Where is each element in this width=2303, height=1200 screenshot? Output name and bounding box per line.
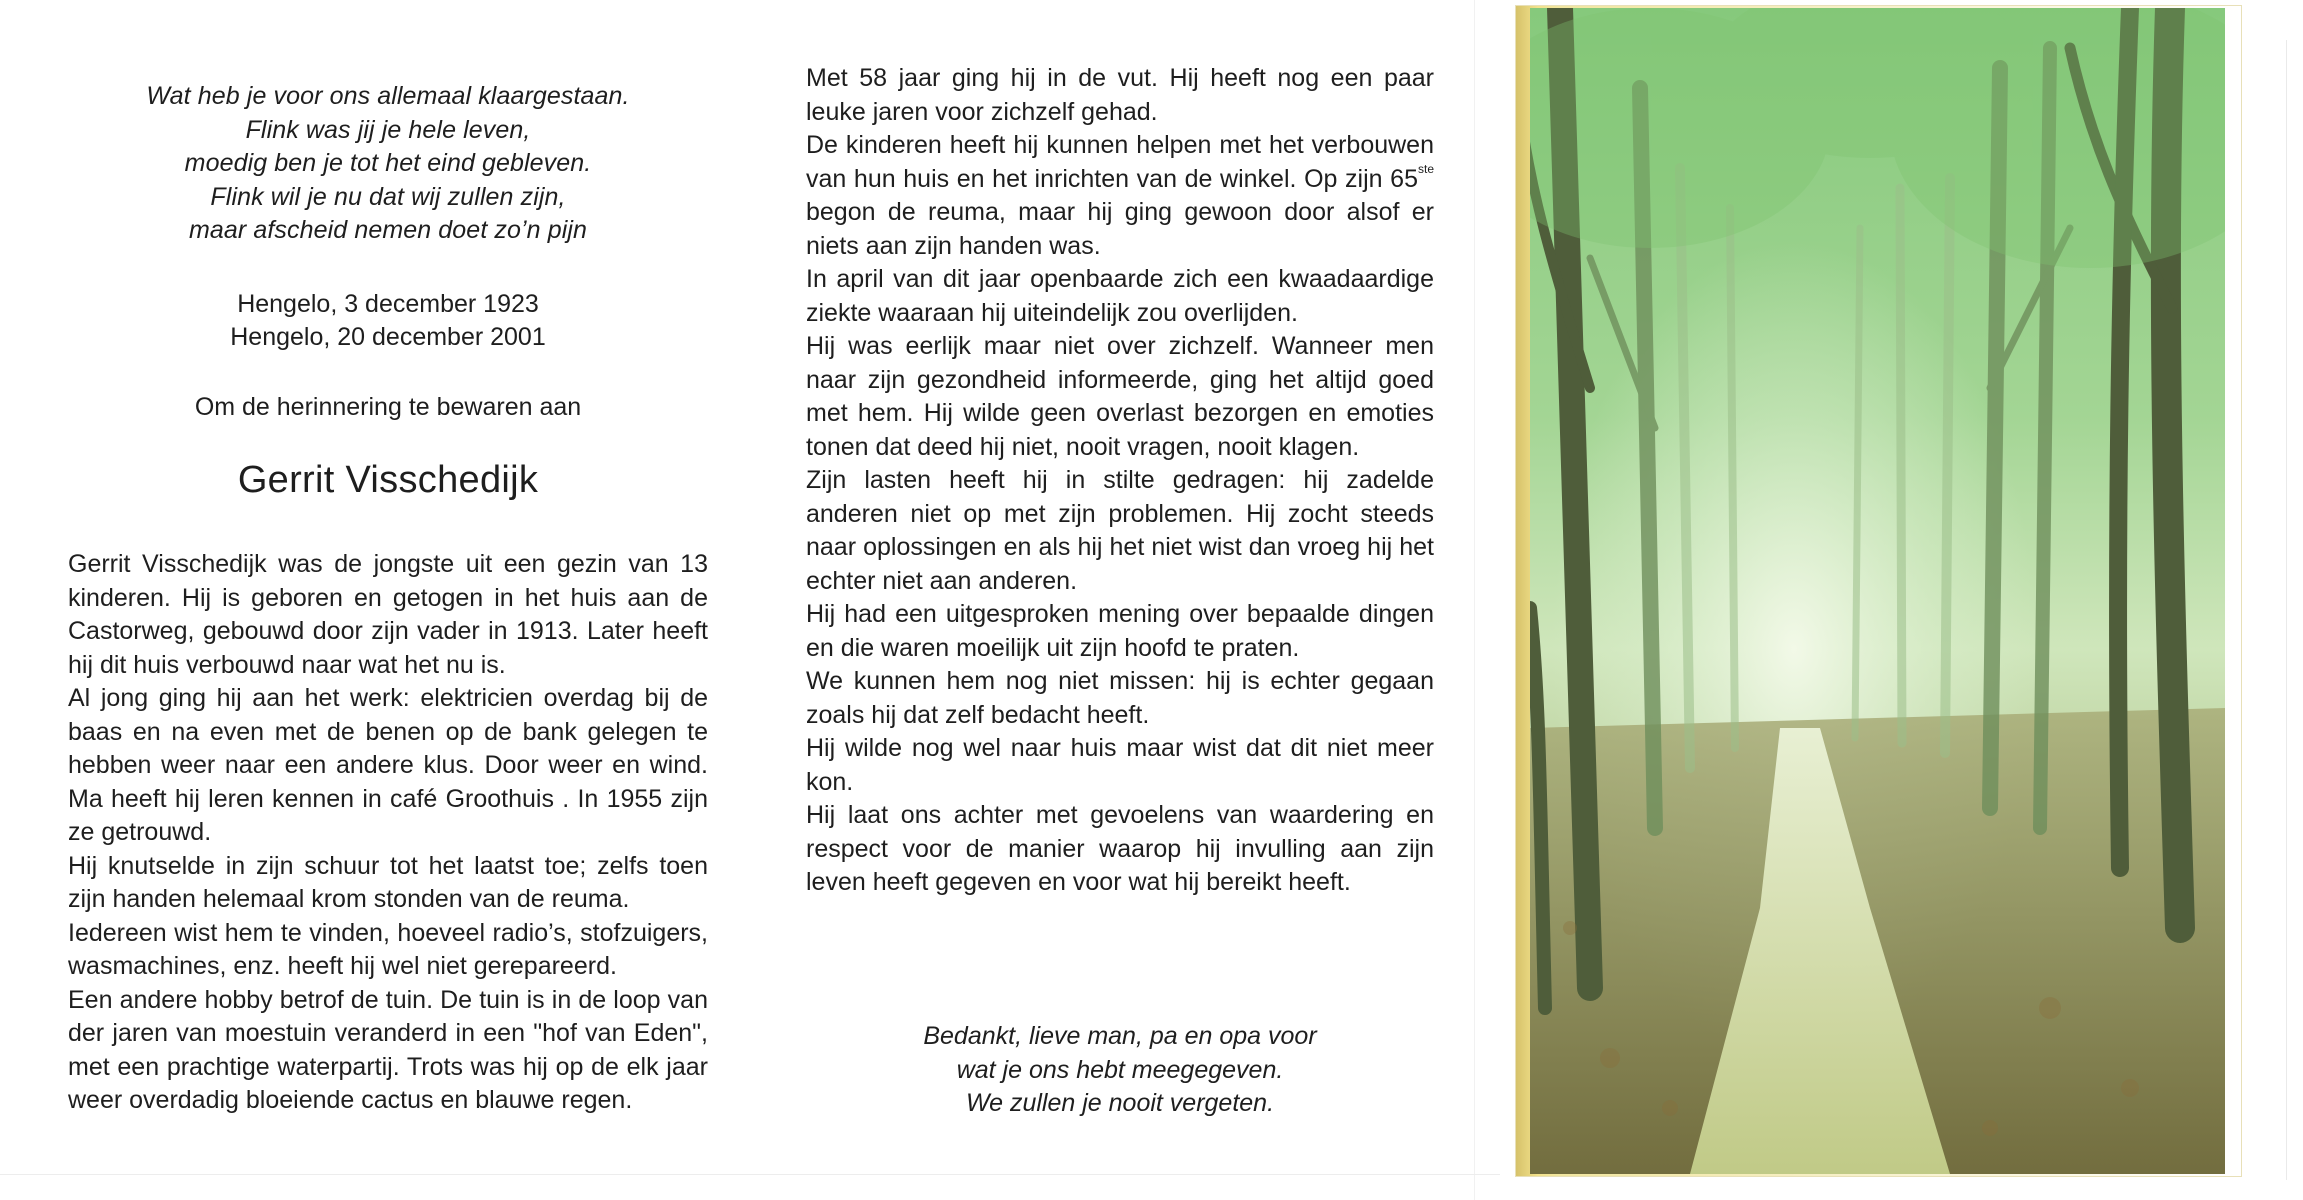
thanks-line: We zullen je nooit vergeten. — [965, 1089, 1275, 1117]
scan-edge-right — [2286, 40, 2287, 1180]
story-text: begon de reuma, maar hij ging gewoon door alsof er niets aan zijn handen was. — [806, 198, 1434, 260]
closing-thanks — [806, 1020, 1434, 1121]
life-dates — [68, 288, 708, 355]
thanks-line: Bedankt, lieve man, pa en opa voor — [923, 1022, 1317, 1050]
bio-paragraph: Een andere hobby betrof de tuin. De tuin is in de loop van der jaren van moestuin veranderd in een "hof van Eden", met een prachtige waterpartij. Trots was hij op de elk jaar weer overdadig bloeiende cactus en blauwe regen. — [68, 985, 708, 1114]
story-paragraph: Zijn lasten heeft hij in stilte gedragen: hij zadelde anderen niet op met zijn problemen. Hij zocht steeds naar oplossingen en als hij het niet wist dan vroeg hij het echter niet aan anderen. — [806, 466, 1434, 595]
bio-paragraph: Al jong ging hij aan het werk: elektricien overdag bij de baas en na even met de benen op de bank gelegen te hebben weer naar een andere klus. Door weer en wind. Ma heeft hij leren kennen in café Groothuis . In 1955 zijn ze getrouwd. — [68, 684, 708, 846]
story-paragraph: Hij wilde nog wel naar huis maar wist dat dit niet meer kon. — [806, 734, 1434, 796]
forest-illustration — [1530, 8, 2225, 1174]
story-text: De kinderen heeft hij kunnen helpen met het verbouwen van hun huis en het inrichten van de winkel. Op zijn 65 — [806, 131, 1434, 193]
ordinal-suffix: ste — [1417, 161, 1434, 176]
bio-paragraph: Hij knutselde in zijn schuur tot het laatst toe; zelfs toen zijn handen helemaal krom stonden van de reuma. — [68, 851, 708, 913]
deceased-name: Gerrit Visschedijk — [237, 459, 539, 501]
death-date: Hengelo, 20 december 2001 — [230, 323, 546, 351]
story-paragraph: Hij had een uitgesproken mening over bepaalde dingen en die waren moeilijk uit zijn hoofd te praten. — [806, 600, 1434, 662]
poem — [68, 80, 708, 248]
fold-line — [1474, 0, 1475, 1200]
poem-line: maar afscheid nemen doet zo’n pijn — [188, 216, 588, 244]
story-paragraph: Met 58 jaar ging hij in de vut. Hij heeft nog een paar leuke jaren voor zichzelf gehad. — [806, 64, 1434, 126]
poem-line: Wat heb je voor ons allemaal klaargestaan. — [146, 82, 630, 110]
scan-edge — [0, 1174, 1500, 1175]
memorial-intro: Om de herinnering te bewaren aan — [194, 392, 582, 421]
forest-path-photo — [1530, 8, 2225, 1174]
poem-line: Flink was jij je hele leven, — [245, 115, 531, 144]
poem-line: Flink wil je nu dat wij zullen zijn, — [210, 182, 566, 211]
biography — [68, 548, 708, 1118]
life-story — [806, 62, 1434, 900]
story-paragraph: Hij laat ons achter met gevoelens van waardering en respect voor de manier waarop hij invulling aan zijn leven heeft gegeven en voor wat hij bereikt heeft. — [806, 801, 1434, 896]
story-paragraph — [806, 129, 1434, 263]
poem-line: moedig ben je tot het eind gebleven. — [184, 149, 592, 177]
birth-date: Hengelo, 3 december 1923 — [237, 289, 539, 318]
story-paragraph: Hij was eerlijk maar niet over zichzelf. Wanneer men naar zijn gezondheid informeerde, ging het altijd goed met hem. Hij wilde geen overlast bezorgen en emoties tonen dat deed hij niet, nooit vragen, nooit klagen. — [806, 332, 1434, 461]
thanks-line: wat je ons hebt meegegeven. — [956, 1055, 1284, 1084]
middle-panel — [806, 62, 1434, 900]
story-paragraph: In april van dit jaar openbaarde zich een kwaadaardige ziekte waaraan hij uiteindelijk zou overlijden. — [806, 265, 1434, 327]
bio-paragraph: Gerrit Visschedijk was de jongste uit een gezin van 13 kinderen. Hij is geboren en getogen in het huis aan de Castorweg, gebouwd door zijn vader in 1913. Later heeft hij dit huis verbouwd naar wat het nu is. — [68, 550, 708, 679]
left-panel — [68, 80, 708, 1118]
bio-paragraph: Iedereen wist hem te vinden, hoeveel radio’s, stofzuigers, wasmachines, enz. heeft hij wel niet gerepareerd. — [68, 918, 708, 980]
story-paragraph: We kunnen hem nog niet missen: hij is echter gegaan zoals hij dat zelf bedacht heeft. — [806, 667, 1434, 729]
